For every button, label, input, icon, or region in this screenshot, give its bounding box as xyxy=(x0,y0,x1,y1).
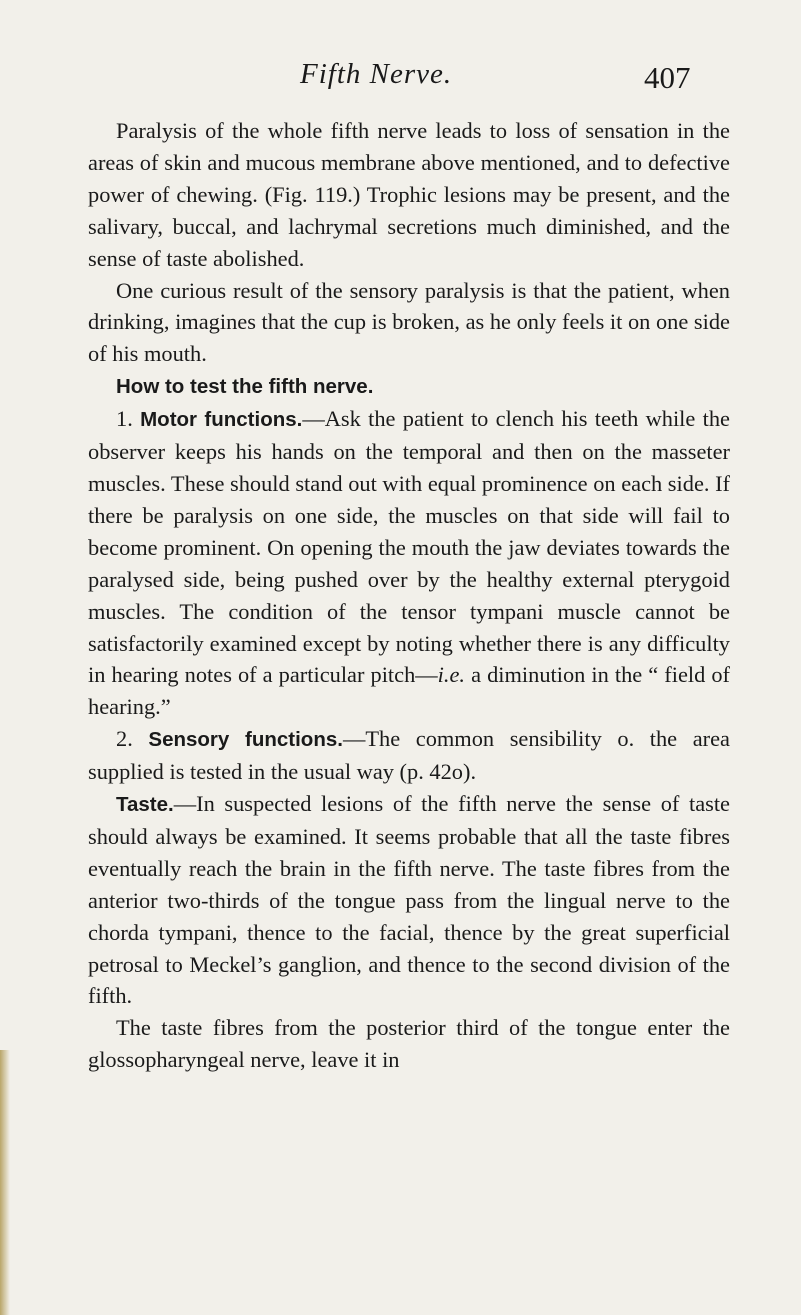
page-edge-shadow xyxy=(0,1050,10,1315)
paragraph-paralysis: Paralysis of the whole fifth nerve leads to loss of sensation in the areas of skin and mucous membrane above mentioned, and to defective power of chewing. (Fig. 119.) Trophic lesions may be present, and the salivary, buccal, and lachrymal secretions much diminished, and the sense of taste abolished. xyxy=(88,118,730,271)
taste-label: Taste. xyxy=(116,793,174,817)
header-title: Fifth Nerve. xyxy=(300,58,453,90)
heading-text: How to test the fifth nerve. xyxy=(116,375,374,399)
page-number: 407 xyxy=(644,60,691,95)
paragraph-sensory-functions xyxy=(88,723,730,788)
paragraph-posterior-taste: The taste fibres from the posterior third of the tongue enter the glossopharyngeal nerve, leave it in xyxy=(88,1015,730,1073)
motor-text-1: —Ask the patient to clench his teeth while the observer keeps his hands on the temporal and then on the masseter muscles. These should stand out with equal prominence on each side. If there be paralysis on one side, the muscles on that side will fail to become prominent. On opening the mouth the jaw deviates towards the paralysed side, being pushed over by the healthy external pterygoid muscles. The condition of the tensor tympani muscle cannot be satisfactorily examined except by noting whether there is any difficulty in hearing notes of a particular pitch— xyxy=(88,406,730,688)
motor-label: Motor functions. xyxy=(140,408,303,432)
sensory-text: —The common sensibility o. the area supplied is tested in the usual way (p. 42o). xyxy=(88,726,730,785)
sensory-label: Sensory functions. xyxy=(148,728,343,752)
paragraph-motor-functions xyxy=(88,403,730,723)
motor-number: 1. xyxy=(116,406,133,432)
paragraph-taste xyxy=(88,788,730,1012)
taste-text: —In suspected lesions of the fifth nerve the sense of taste should always be examined. It seems probable that all the taste fibres eventually reach the brain in the fifth nerve. The taste fibres from the anterior two-thirds of the tongue pass from the lingual nerve to the chorda tympani, thence to the facial, thence by the great superficial petrosal to Meckel’s ganglion, and thence to the second division of the fifth. xyxy=(88,791,730,1009)
motor-ie: i.e. xyxy=(437,662,466,688)
body-text xyxy=(88,115,730,1076)
section-heading xyxy=(88,370,730,403)
running-head xyxy=(0,58,801,102)
sensory-number: 2. xyxy=(116,726,133,752)
motor-text-2: a diminution in the “ field of hearing.” xyxy=(88,662,731,720)
paragraph-curious-result: One curious result of the sensory paralysis is that the patient, when drinking, imagines that the cup is broken, as he only feels it on one side of his mouth. xyxy=(88,277,730,367)
